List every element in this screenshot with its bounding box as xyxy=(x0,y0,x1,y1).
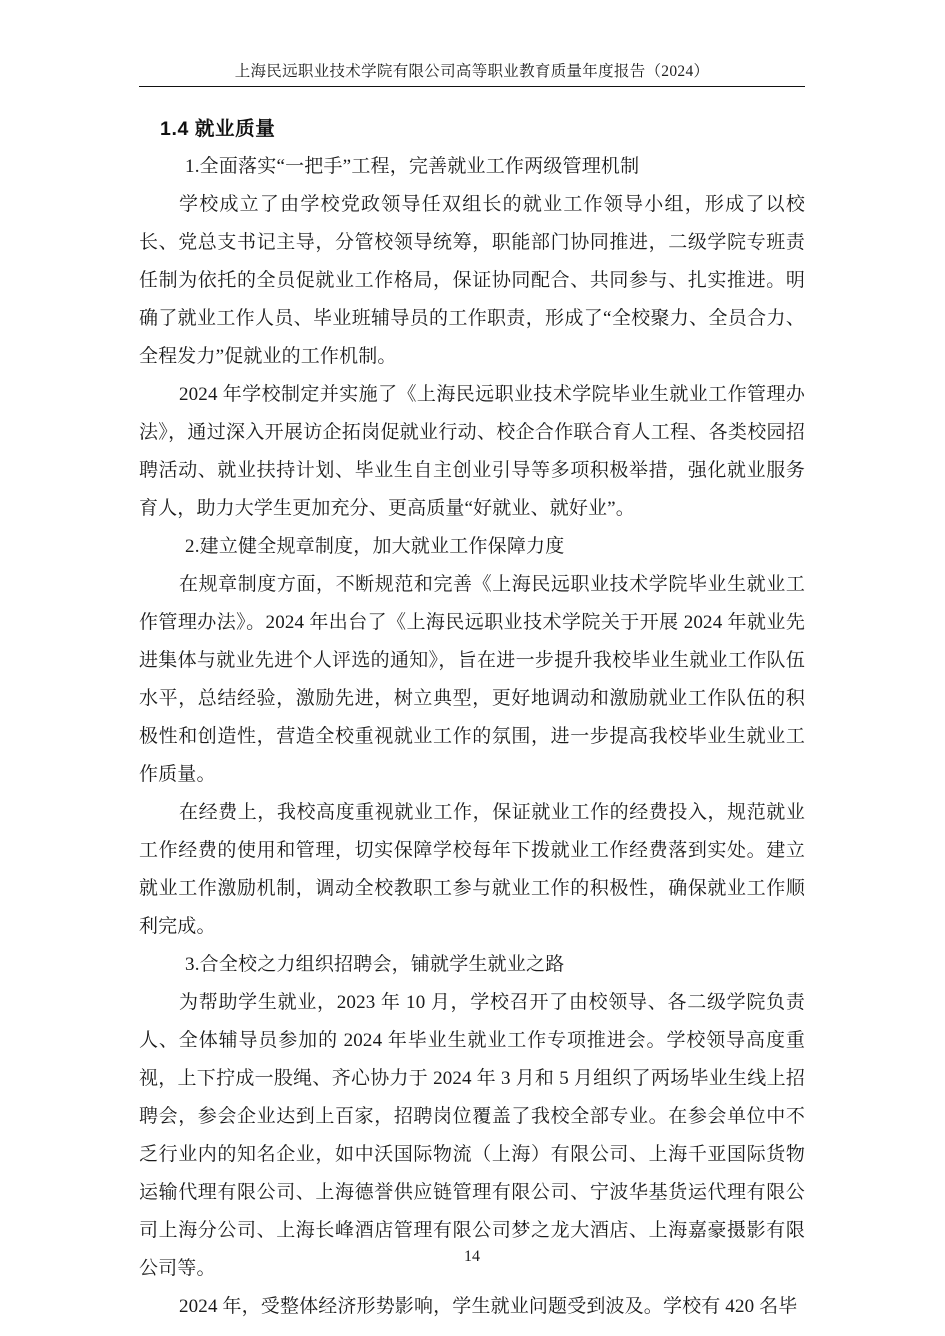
header-divider-rule xyxy=(139,86,805,87)
page-content xyxy=(139,110,805,1326)
paragraph: 在经费上，我校高度重视就业工作，保证就业工作的经费投入，规范就业工作经费的使用和管理，切实保障学校每年下拨就业工作经费落到实处。建立就业工作激励机制，调动全校教职工参与就业工作的积极性，确保就业工作顺利完成。 xyxy=(139,802,805,937)
paragraph: 在规章制度方面，不断规范和完善《上海民远职业技术学院毕业生就业工作管理办法》。2024 年出台了《上海民远职业技术学院关于开展 2024 年就业先进集体与就业先进个人评选的通知》，旨在进一步提升我校毕业生就业工作队伍水平，总结经验，激励先进，树立典型，更好地调动和激励就业工作队伍的积极性和创造性，营造全校重视就业工作的氛围，进一步提高我校毕业生就业工作质量。 xyxy=(139,574,805,785)
paragraph: 2024 年学校制定并实施了《上海民远职业技术学院毕业生就业工作管理办法》，通过深入开展访企拓岗促就业行动、校企合作联合育人工程、各类校园招聘活动、就业扶持计划、毕业生自主创业引导等多项积极举措，强化就业服务育人，助力大学生更加充分、更高质量“好就业、就好业”。 xyxy=(139,384,805,519)
page-running-header xyxy=(139,62,805,87)
paragraph: 2024 年，受整体经济形势影响，学生就业问题受到波及。学校有 420 名毕 xyxy=(179,1296,798,1317)
paragraph: 学校成立了由学校党政领导任双组长的就业工作领导小组，形成了以校长、党总支书记主导，分管校领导统筹，职能部门协同推进，二级学院专班责任制为依托的全员促就业工作格局，保证协同配合、共同参与、扎实推进。明确了就业工作人员、毕业班辅导员的工作职责，形成了“全校聚力、全员合力、全程发力”促就业的工作机制。 xyxy=(139,194,805,367)
page-footer xyxy=(139,1248,805,1266)
subsection-title-3: 3.合全校之力组织招聘会，铺就学生就业之路 xyxy=(185,954,565,975)
section-heading-1-4: 1.4 就业质量 xyxy=(160,118,276,140)
subsection-title-1: 1.全面落实“一把手”工程，完善就业工作两级管理机制 xyxy=(185,156,640,177)
paragraph: 为帮助学生就业，2023 年 10 月，学校召开了由校领导、各二级学院负责人、全体辅导员参加的 2024 年毕业生就业工作专项推进会。学校领导高度重视，上下拧成一股绳、齐心协力于 2024 年 3 月和 5 月组织了两场毕业生线上招聘会，参会企业达到上百家，招聘岗位覆盖了我校全部专业。在参会单位中不乏行业内的知名企业，如中沃国际物流（上海）有限公司、上海千亚国际货物运输代理有限公司、上海德誉供应链管理有限公司、宁波华基货运代理有限公司上海分公司、上海长峰酒店管理有限公司梦之龙大酒店、上海嘉豪摄影有限公司等。 xyxy=(139,992,805,1279)
running-header-text: 上海民远职业技术学院有限公司高等职业教育质量年度报告（2024） xyxy=(234,63,710,80)
page-number: 14 xyxy=(464,1248,480,1265)
subsection-title-2: 2.建立健全规章制度，加大就业工作保障力度 xyxy=(185,536,565,557)
